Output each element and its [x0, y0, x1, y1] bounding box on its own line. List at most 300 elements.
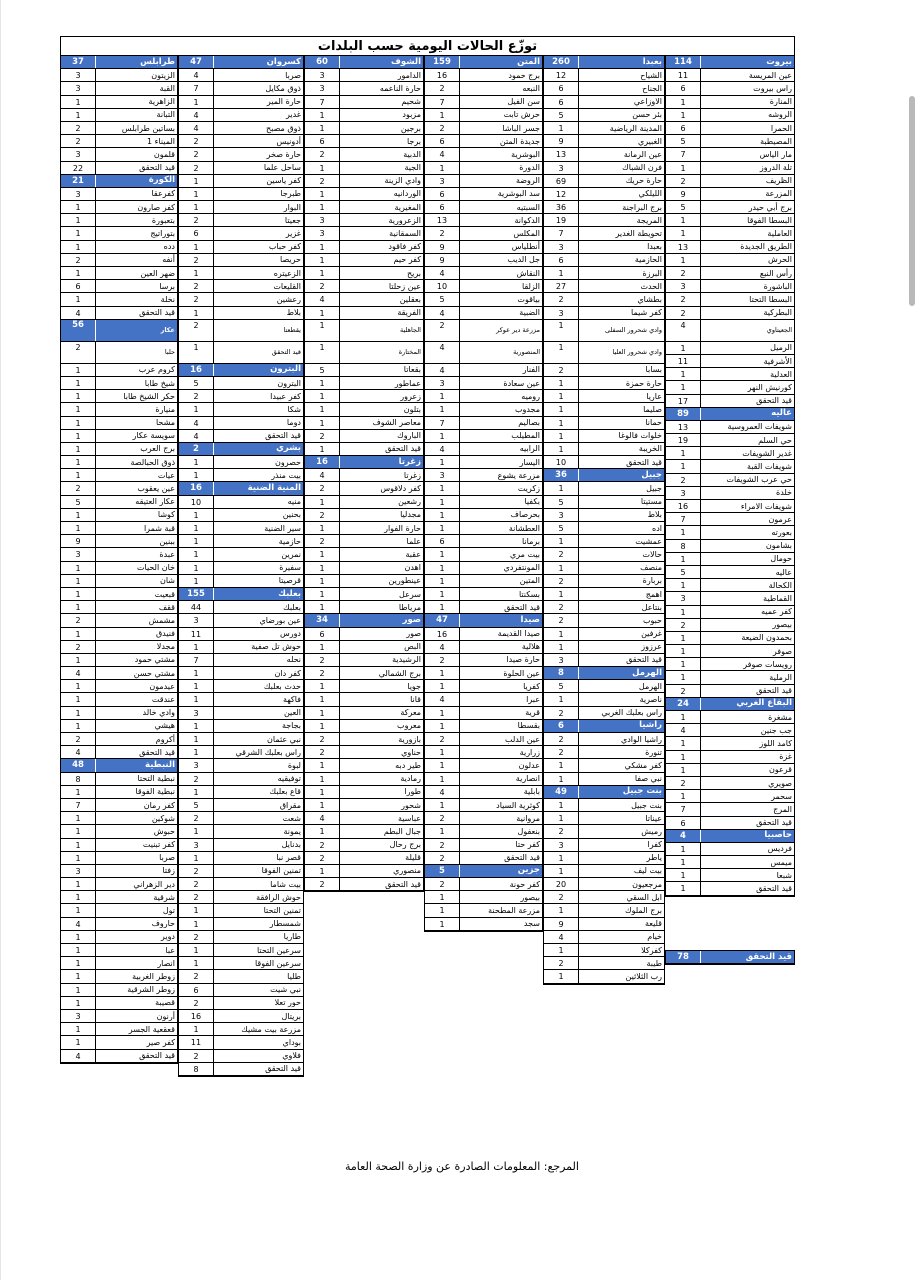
town-name: مزرعة المطحنة — [488, 906, 540, 916]
case-count: 4 — [61, 667, 96, 679]
town-name: الروضة — [515, 176, 540, 186]
town-name: حمانا — [645, 418, 662, 428]
town-name: حاروف — [151, 919, 175, 929]
town-name: قانا — [410, 695, 421, 705]
case-count: 1 — [179, 852, 214, 864]
case-count: 16 — [425, 69, 460, 81]
town-name: منصوري — [393, 866, 421, 876]
case-count: 2 — [544, 891, 579, 903]
town-name: انصار — [157, 958, 175, 968]
case-count: 1 — [61, 364, 96, 376]
town-row — [305, 148, 423, 161]
case-count: 2 — [305, 852, 340, 864]
case-count: 4 — [425, 364, 460, 376]
town-row — [179, 931, 303, 944]
town-row — [179, 944, 303, 957]
town-row — [305, 575, 423, 588]
town-name: بيت شاما — [270, 879, 301, 889]
case-count: 2 — [61, 733, 96, 745]
case-count: 1 — [305, 377, 340, 389]
case-count: 1 — [179, 522, 214, 534]
town-row — [425, 390, 542, 403]
town-row — [179, 970, 303, 983]
town-row — [305, 693, 423, 706]
town-name: يمونة — [283, 826, 301, 836]
town-row — [179, 96, 303, 109]
town-name: برجا — [406, 136, 421, 146]
town-row — [305, 280, 423, 293]
town-name: البطركية — [763, 308, 792, 318]
case-count: 13 — [666, 421, 701, 433]
case-count: 1 — [425, 509, 460, 521]
case-count: 2 — [544, 733, 579, 745]
town-name: بعقلين — [399, 294, 421, 304]
town-row — [544, 522, 664, 535]
town-name: المطيلب — [511, 431, 540, 441]
town-row — [544, 535, 664, 548]
town-name: كفركلا — [641, 945, 662, 955]
case-count: 8 — [179, 1063, 214, 1075]
town-name: تنورة — [645, 747, 662, 757]
case-count: 1 — [179, 720, 214, 732]
town-row — [305, 641, 423, 654]
town-name: كفريا — [523, 681, 540, 691]
town-row — [544, 162, 664, 175]
town-name: طاريا — [283, 932, 301, 942]
town-row — [666, 421, 794, 434]
case-count: 2 — [179, 878, 214, 890]
case-count: 1 — [544, 443, 579, 455]
district-header-row — [544, 56, 664, 69]
town-name: ساحل علما — [263, 163, 301, 173]
case-count: 1 — [305, 707, 340, 719]
case-count: 1 — [666, 671, 701, 683]
town-name: الشياح — [640, 70, 662, 80]
case-count: 3 — [61, 188, 96, 200]
town-name: ققف — [158, 602, 175, 612]
case-count: 2 — [61, 614, 96, 626]
case-count: 1 — [425, 601, 460, 613]
town-row — [61, 430, 177, 443]
town-row — [666, 619, 794, 632]
town-name: اهدن — [404, 563, 421, 573]
town-name: مزبود — [402, 110, 421, 120]
town-row — [61, 469, 177, 482]
town-name: جسر الباشا — [502, 123, 540, 133]
district-name: طرابلس — [140, 56, 175, 67]
town-row — [61, 720, 177, 733]
town-name: بتوراتيج — [150, 229, 175, 239]
town-row — [61, 548, 177, 561]
town-name: طليا — [287, 971, 301, 981]
town-name: علما — [406, 536, 421, 546]
town-name: عيناتا — [645, 813, 662, 823]
town-name: كفر فاقود — [388, 242, 421, 252]
case-count: 1 — [666, 579, 701, 591]
town-row — [544, 759, 664, 772]
town-row — [425, 293, 542, 306]
town-row — [305, 509, 423, 522]
case-count: 1 — [666, 843, 701, 855]
case-count: 1 — [544, 267, 579, 279]
town-row — [305, 601, 423, 614]
town-name: تمنين التحتا — [263, 906, 301, 916]
town-name: برمانا — [521, 536, 540, 546]
case-count: 2 — [179, 280, 214, 292]
town-name: حارة صخر — [266, 149, 301, 159]
case-count: 2 — [61, 482, 96, 494]
town-name: حبوش — [153, 826, 175, 836]
district-name: الكورة — [148, 175, 175, 186]
case-count: 1 — [61, 839, 96, 851]
case-count: 2 — [179, 891, 214, 903]
town-row — [425, 707, 542, 720]
case-count: 2 — [544, 293, 579, 305]
case-count: 2 — [544, 364, 579, 376]
town-name: الباروك — [397, 431, 421, 441]
town-row — [61, 1023, 177, 1036]
case-count: 1 — [544, 799, 579, 811]
case-count: 1 — [305, 390, 340, 402]
town-name: وادي شحرور السفلى — [604, 325, 662, 334]
town-row — [179, 812, 303, 825]
district-name: البترون — [270, 364, 301, 375]
case-count: 1 — [61, 720, 96, 732]
district-total: 8 — [544, 667, 579, 679]
district-header-row — [61, 56, 177, 69]
town-name: مشحا — [155, 418, 175, 428]
case-count: 1 — [305, 548, 340, 560]
town-name: جبال البطم — [383, 826, 421, 836]
town-name: شحيم — [401, 97, 421, 107]
town-name: كفر مشكي — [624, 760, 662, 770]
case-count: 4 — [179, 109, 214, 121]
town-row — [61, 891, 177, 904]
case-count: 1 — [61, 852, 96, 864]
town-row — [305, 799, 423, 812]
case-count: 1 — [305, 417, 340, 429]
town-name: الزعرورية — [388, 215, 421, 225]
case-count: 1 — [425, 720, 460, 732]
town-name: الدورة — [519, 163, 540, 173]
district-total: 5 — [425, 865, 460, 877]
case-count: 1 — [305, 825, 340, 837]
town-name: كفر حتا — [515, 840, 540, 850]
town-name: مجدلا — [156, 642, 175, 652]
town-row — [544, 773, 664, 786]
town-row — [544, 254, 664, 267]
town-name: مروانية — [516, 813, 540, 823]
case-count: 1 — [666, 751, 701, 763]
case-count: 6 — [305, 135, 340, 147]
town-name: عندقت — [151, 695, 175, 705]
town-row — [61, 680, 177, 693]
town-name: خان الحيات — [136, 563, 175, 573]
town-name: نبي عثمان — [267, 734, 301, 744]
town-row — [179, 403, 303, 416]
town-name: قصيبة — [155, 998, 175, 1008]
town-name: كفر عبيدا — [270, 391, 301, 401]
town-name: كفرا — [647, 840, 662, 850]
town-name: أنفه — [162, 255, 175, 265]
town-name: سد البوشرية — [497, 189, 540, 199]
town-name: سرعل — [399, 589, 421, 599]
town-row — [61, 812, 177, 825]
case-count: 6 — [425, 201, 460, 213]
case-count: 1 — [61, 891, 96, 903]
town-row — [425, 188, 542, 201]
town-row — [305, 667, 423, 680]
case-count: 4 — [666, 320, 701, 341]
case-count: 1 — [179, 456, 214, 468]
case-count: 44 — [179, 601, 214, 613]
district-header-row — [61, 320, 177, 342]
town-name: عدلون — [518, 760, 540, 770]
town-row — [425, 852, 542, 865]
town-row — [425, 69, 542, 82]
town-name: منيه — [287, 497, 301, 507]
case-count: 2 — [61, 641, 96, 653]
town-row — [425, 522, 542, 535]
case-count: 1 — [305, 443, 340, 455]
town-name: جبيل — [646, 484, 662, 494]
case-count: 2 — [179, 931, 214, 943]
town-name: الحدث — [640, 281, 662, 291]
town-row — [179, 641, 303, 654]
town-row — [666, 843, 794, 856]
case-count: 1 — [61, 214, 96, 226]
case-count: 6 — [305, 628, 340, 640]
case-count: 4 — [425, 443, 460, 455]
case-count: 1 — [544, 693, 579, 705]
town-name: قيد التحقق — [385, 879, 421, 889]
town-name: حي عرب الشويفات — [726, 475, 792, 485]
case-count: 1 — [61, 109, 96, 121]
town-name: بكفيا — [524, 497, 540, 507]
town-name: عين يعقوب — [137, 484, 175, 494]
case-count: 1 — [305, 241, 340, 253]
town-name: الجعيتاوي — [766, 325, 792, 334]
column-keserwan — [178, 56, 304, 1077]
case-count: 1 — [544, 641, 579, 653]
source-note: المرجع: المعلومات الصادرة عن وزارة الصحة العامة — [345, 1160, 579, 1173]
town-row — [61, 628, 177, 641]
case-count: 1 — [425, 904, 460, 916]
town-name: دوما — [286, 418, 301, 428]
case-count: 1 — [179, 680, 214, 692]
town-name: المغيرية — [394, 202, 421, 212]
case-count: 5 — [179, 799, 214, 811]
town-name: المصيطبة — [760, 136, 792, 146]
case-count: 1 — [61, 654, 96, 666]
town-row — [179, 720, 303, 733]
town-name: الأشرفية — [763, 356, 792, 366]
town-row — [179, 957, 303, 970]
town-row — [61, 904, 177, 917]
case-count: 1 — [61, 509, 96, 521]
case-count: 1 — [666, 869, 701, 881]
case-count: 1 — [61, 96, 96, 108]
town-row — [61, 588, 177, 601]
district-name: الهرمل — [632, 667, 662, 678]
town-name: الميناء 1 — [147, 136, 175, 146]
case-count: 1 — [666, 790, 701, 802]
town-name: المرج — [773, 804, 792, 814]
town-row — [544, 148, 664, 161]
town-row — [425, 812, 542, 825]
town-row — [666, 82, 794, 95]
case-count: 1 — [425, 759, 460, 771]
town-name: حي السلم — [758, 435, 792, 445]
town-row — [61, 878, 177, 891]
case-count: 2 — [425, 733, 460, 745]
case-count: 16 — [666, 500, 701, 512]
district-header-row — [305, 614, 423, 627]
town-name: البوار — [283, 202, 301, 212]
town-row — [666, 553, 794, 566]
town-name: الدامور — [397, 70, 421, 80]
town-name: المنصورية — [513, 347, 540, 356]
town-name: طبرجا — [280, 189, 301, 199]
town-row — [305, 122, 423, 135]
town-row — [179, 241, 303, 254]
town-row — [179, 548, 303, 561]
town-row — [666, 566, 794, 579]
town-name: البرزة — [642, 268, 662, 278]
case-count: 1 — [179, 201, 214, 213]
town-name: زوطر الشرقية — [127, 985, 175, 995]
district-name: بعلبك — [278, 588, 301, 599]
case-count: 1 — [61, 267, 96, 279]
case-count: 1 — [61, 430, 96, 442]
town-row — [666, 487, 794, 500]
town-name: أنطلياس — [511, 242, 540, 252]
case-count: 3 — [544, 162, 579, 174]
case-count: 1 — [61, 957, 96, 969]
town-name: طيبة — [646, 958, 662, 968]
town-name: قيد التحقق — [626, 457, 662, 467]
town-row — [425, 746, 542, 759]
case-count: 1 — [666, 856, 701, 868]
case-count: 3 — [544, 654, 579, 666]
town-name: القليعات — [273, 281, 301, 291]
town-name: العطشانة — [508, 523, 540, 533]
case-count: 1 — [305, 342, 340, 363]
case-count: 1 — [179, 641, 214, 653]
case-count: 1 — [305, 575, 340, 587]
town-name: خلدة — [776, 488, 792, 498]
town-row — [544, 496, 664, 509]
district-header-row — [425, 614, 542, 627]
case-count: 19 — [544, 214, 579, 226]
town-row — [425, 82, 542, 95]
town-row — [666, 96, 794, 109]
town-name: البترون — [277, 378, 301, 388]
town-name: قيد التحقق — [271, 347, 301, 356]
town-row — [544, 680, 664, 693]
town-row — [179, 628, 303, 641]
case-count: 7 — [425, 417, 460, 429]
town-row — [666, 148, 794, 161]
case-count: 1 — [666, 764, 701, 776]
town-row — [179, 786, 303, 799]
town-name: طير دبه — [395, 760, 421, 770]
town-row — [61, 342, 177, 364]
town-name: صيدا القديمة — [497, 629, 540, 639]
town-row — [544, 135, 664, 148]
town-row — [179, 878, 303, 891]
town-row — [179, 799, 303, 812]
town-row — [544, 562, 664, 575]
town-row — [305, 162, 423, 175]
column-beirut — [665, 56, 795, 897]
town-name: الحرش — [767, 255, 792, 265]
case-count: 7 — [544, 227, 579, 239]
case-count: 16 — [179, 1010, 214, 1022]
town-row — [544, 918, 664, 931]
town-row — [425, 733, 542, 746]
town-row — [544, 403, 664, 416]
town-row — [61, 614, 177, 627]
town-name: كفر حباب — [268, 242, 301, 252]
case-count: 1 — [666, 109, 701, 121]
town-row — [179, 109, 303, 122]
town-name: غزة — [779, 752, 792, 762]
town-name: قبعيت — [154, 589, 175, 599]
town-row — [179, 614, 303, 627]
scrollbar-thumb[interactable] — [909, 96, 915, 306]
town-name: رأس النبع — [759, 268, 792, 278]
case-count: 1 — [179, 241, 214, 253]
town-row — [666, 214, 794, 227]
town-name: ناصرية — [639, 695, 662, 705]
town-name: ياطر — [646, 853, 662, 863]
case-count: 1 — [61, 522, 96, 534]
town-row — [544, 733, 664, 746]
town-row — [425, 469, 542, 482]
town-name: كفر حيم — [393, 255, 421, 265]
town-name: دير الزهراني — [133, 879, 175, 889]
town-row — [179, 69, 303, 82]
town-name: المزرعة — [765, 189, 792, 199]
town-row — [666, 632, 794, 645]
case-count: 5 — [544, 680, 579, 692]
town-row — [179, 575, 303, 588]
case-count: 1 — [666, 342, 701, 354]
town-row — [305, 773, 423, 786]
case-count: 11 — [666, 69, 701, 81]
case-count: 2 — [305, 509, 340, 521]
town-row — [179, 865, 303, 878]
district-header-row — [305, 456, 423, 469]
town-name: غرفين — [641, 629, 662, 639]
district-total: 56 — [61, 320, 96, 341]
town-row — [666, 500, 794, 513]
town-name: بريح — [406, 268, 421, 278]
district-name: المنية الضنية — [247, 483, 301, 494]
district-total: 6 — [544, 720, 579, 732]
town-name: الخريبة — [638, 444, 662, 454]
town-row — [425, 456, 542, 469]
district-total: 24 — [666, 698, 701, 710]
town-row — [61, 852, 177, 865]
case-count: 1 — [305, 786, 340, 798]
case-count: 4 — [61, 918, 96, 930]
town-name: النبعه — [522, 83, 540, 93]
case-count: 4 — [61, 307, 96, 319]
town-name: عينطورين — [388, 576, 421, 586]
case-count: 19 — [666, 434, 701, 446]
